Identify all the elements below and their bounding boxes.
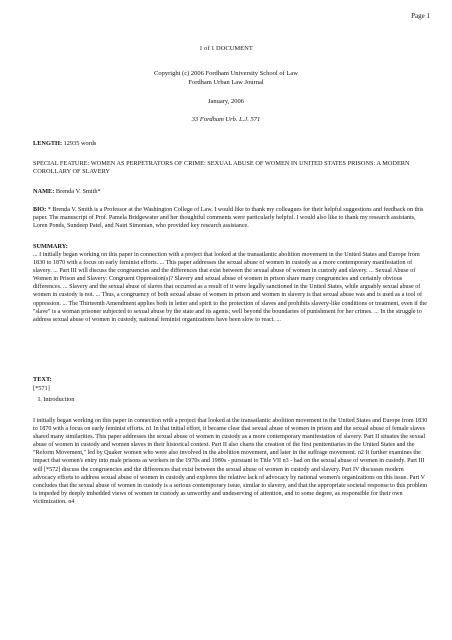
summary-text: ... I initially began working on this paper in connection with a project that looked at the transatlantic abolition movement in the United States and Europe from 1830 to 1870 with a focus on early feminist efforts. ... This paper addresses the sexual abuse of women in custody as a more contemporary manifestation of slavery. ... Part III will discuss the congruencies and the differences that exist between the sexual abuse of women in custody and slavery. ... Sexual Abuse of Women in Prison and Slavery: Congruent Oppression(s)? Slavery and sexual abuse of women in prison share many congruencies and certainly obvious differences. ... Slavery and the sexual abuse of slaves that occurred as a result of it were legally sanctioned in the United States, while arguably sexual abuse of women in custody is not. ... Thus, a congruency of both sexual abuse of women in prison and women in slavery is that sexual abuse was and is used as a tool of oppression. ... The Thirteenth Amendment applies both in letter and spirit to the protection of slaves and prohibits slavery-like conditions or treatment, even if the "slave" is a woman prisoner subjected to sexual abuse by the state and its agents; well beyond the boundaries of punishment for her crimes. ... In the struggle to address sexual abuse of women in custody, national feminist organizations have been slow to react. ... bbox=[33, 252, 427, 323]
page-marker: [*571] bbox=[33, 385, 50, 392]
text-heading: TEXT: bbox=[33, 376, 52, 383]
publication-date: January, 2006 bbox=[207, 98, 245, 105]
citation: 33 Fordham Urb. L.J. 571 bbox=[191, 116, 261, 123]
section-heading: I. Introduction bbox=[38, 396, 75, 403]
name-label: NAME: bbox=[33, 188, 55, 195]
body-text: I initially began working on this paper in connection with a project that looked at the transatlantic abolition movement in the United States and Europe from 1830 to 1870 with a focus on early feminist efforts. n1 In that initial effort, it became clear that sexual abuse of women in prison and the sexual abuse of female slaves shared many similarities. This paper addresses the sexual abuse of women in custody as a more contemporary manifestation of slavery. Part II situates the sexual abuse of women in custody and women slaves in their historical context. Part II also charts the creation of the first penitentiaries in the United States and the "Reform Movement," led by Quaker women who were also involved in the abolition movement, and later in the suffrage movement. n2 It further examines the impact that women's entry into male prisons as workers in the 1970s and 1980s - pursuant to Title VII n3 - had on the sexual abuse of women in custody. Part III will [*572] discuss the congruencies and the differences that exist between the sexual abuse of women in custody and slavery. Part IV discusses modern advocacy efforts to address sexual abuse of women in custody and explores the relative lack of advocacy by national women's organizations on this issue. Part V concludes that the sexual abuse of women in custody is a serious contemporary issue, similar to slavery, and that the appropriate societal response to this problem is impeded by deeply imbedded views of women in custody as unworthy and undeserving of attention, and to some degree, as responsible for their own victimization. n4 bbox=[33, 418, 428, 505]
bio-label: BIO: bbox=[33, 207, 47, 213]
document-count: 1 of 1 DOCUMENT bbox=[199, 45, 253, 52]
journal-name: Fordham Urban Law Journal bbox=[188, 79, 264, 86]
text-label bbox=[33, 376, 428, 384]
length-value: 12935 words bbox=[63, 140, 97, 147]
summary-label bbox=[33, 243, 428, 251]
special-feature: SPECIAL FEATURE: WOMEN AS PERPETRATORS OF CRIME: SEXUAL ABUSE OF WOMEN IN UNITED STATES PRISONS: A MODERN COROLLARY OF SLAVERY bbox=[33, 160, 410, 176]
length-label: LENGTH: bbox=[33, 140, 63, 147]
summary-heading: SUMMARY: bbox=[33, 243, 68, 250]
bio-text: * Brenda V. Smith is a Professor at the Washington College of Law. I would like to thank my colleagues for their helpful suggestions and feedback on this paper. The manuscript of Prof. Pamela Bridgewater and her thoughtful comments were particularly helpful. I would also like to thank my research assistants, Loren Ponds, Sundeep Patel, and Nairi Simonian, who provided key research assistance. bbox=[33, 207, 424, 230]
name-line bbox=[33, 188, 428, 196]
length-line bbox=[33, 140, 428, 148]
copyright-line: Copyright (c) 2006 Fordham University School of Law bbox=[154, 70, 298, 77]
bio-section bbox=[33, 206, 428, 230]
name-value: Brenda V. Smith* bbox=[55, 188, 101, 195]
page-number: Page 1 bbox=[411, 12, 430, 20]
